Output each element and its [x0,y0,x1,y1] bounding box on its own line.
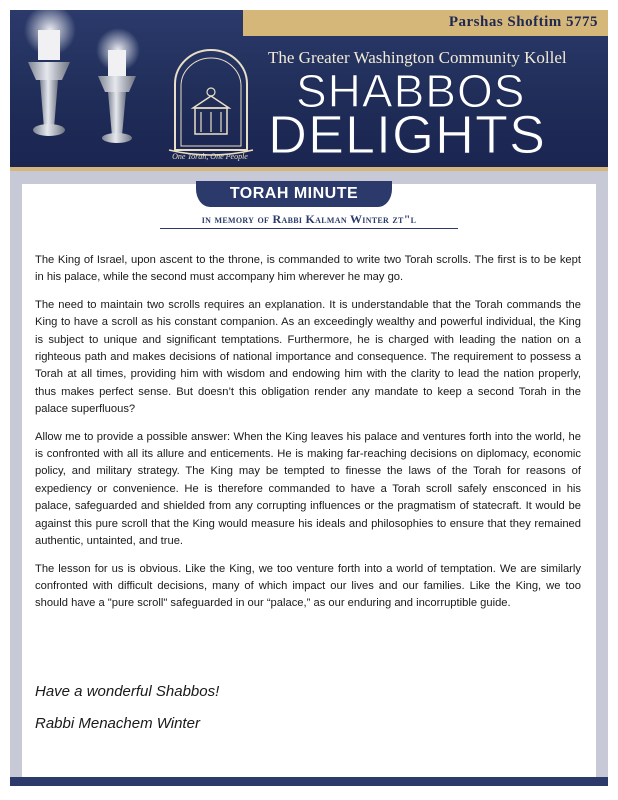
article-body [35,252,581,623]
section-title: TORAH MINUTE [229,185,359,202]
header-divider [10,167,608,171]
kollel-seal-logo [165,46,257,162]
paragraph: The need to maintain two scrolls requires an explanation. It is understandable that the Torah commands the King to have a scroll as his constant companion. As an exceedingly wealthy and powerful individual, the King is subject to unique and significant temptations. Furthermore, he is charged with leading the nation on a righteous path and makes decisions of national importance and consequence. The requirement to possess a Torah at all times, providing him with wisdom and endowing him with the clarity to lead the nation properly, thus makes perfect sense. But doesn’t this obligation render any mandate to keep a second Torah in the palace superfluous? [35,298,581,416]
parsha-label: Parshas Shoftim 5775 [448,14,598,30]
paragraph: The King of Israel, upon ascent to the throne, is commanded to write two Torah scrolls. The first is to be kept in his palace, while the second must accompany him wherever he may go. [35,254,581,284]
paragraph: The lesson for us is obvious. Like the King, we too venture forth into a world of temptation. We are similarly confronted with difficult decisions, many of which impact our lives and our families. Like the King, we too should have a "pure scroll" safeguarded in our “palace,” as our enduring and incorruptible guide. [35,562,581,610]
author-signature: Rabbi Menachem Winter [35,715,200,732]
paragraph: Allow me to provide a possible answer: When the King leaves his palace and ventures forth into the world, he is confronted with all its allure and enticements. He is making far-reaching decisions on diplomacy, economic policy, and military strategy. The King may be tempted to finesse the laws of the Torah for reasons of expediency or convenience. He is therefore commanded to have a Torah scroll safely ensconced in his palace, safeguarded and shielded from any corrupting influences or the pragmatism of statecraft. It would be against this pure scroll that the King would measure his ideals and philosophies to ensure that they remained authentic, untainted, and true. [35,430,581,548]
seal-motto: One Torah, One People [172,152,248,161]
closing-block [35,676,535,740]
publication-title-line2: DELIGHTS [268,105,547,165]
kollel-name: The Greater Washington Community Kollel [268,48,567,67]
parsha-banner [243,10,608,36]
closing-greeting: Have a wonderful Shabbos! [35,683,220,700]
publication-title-line1: SHABBOS [296,65,526,117]
candlesticks-image [10,10,180,170]
footer-bar [10,777,608,786]
dedication-line: in memory of Rabbi Kalman Winter zt"l [160,212,458,229]
section-tab [196,181,392,207]
